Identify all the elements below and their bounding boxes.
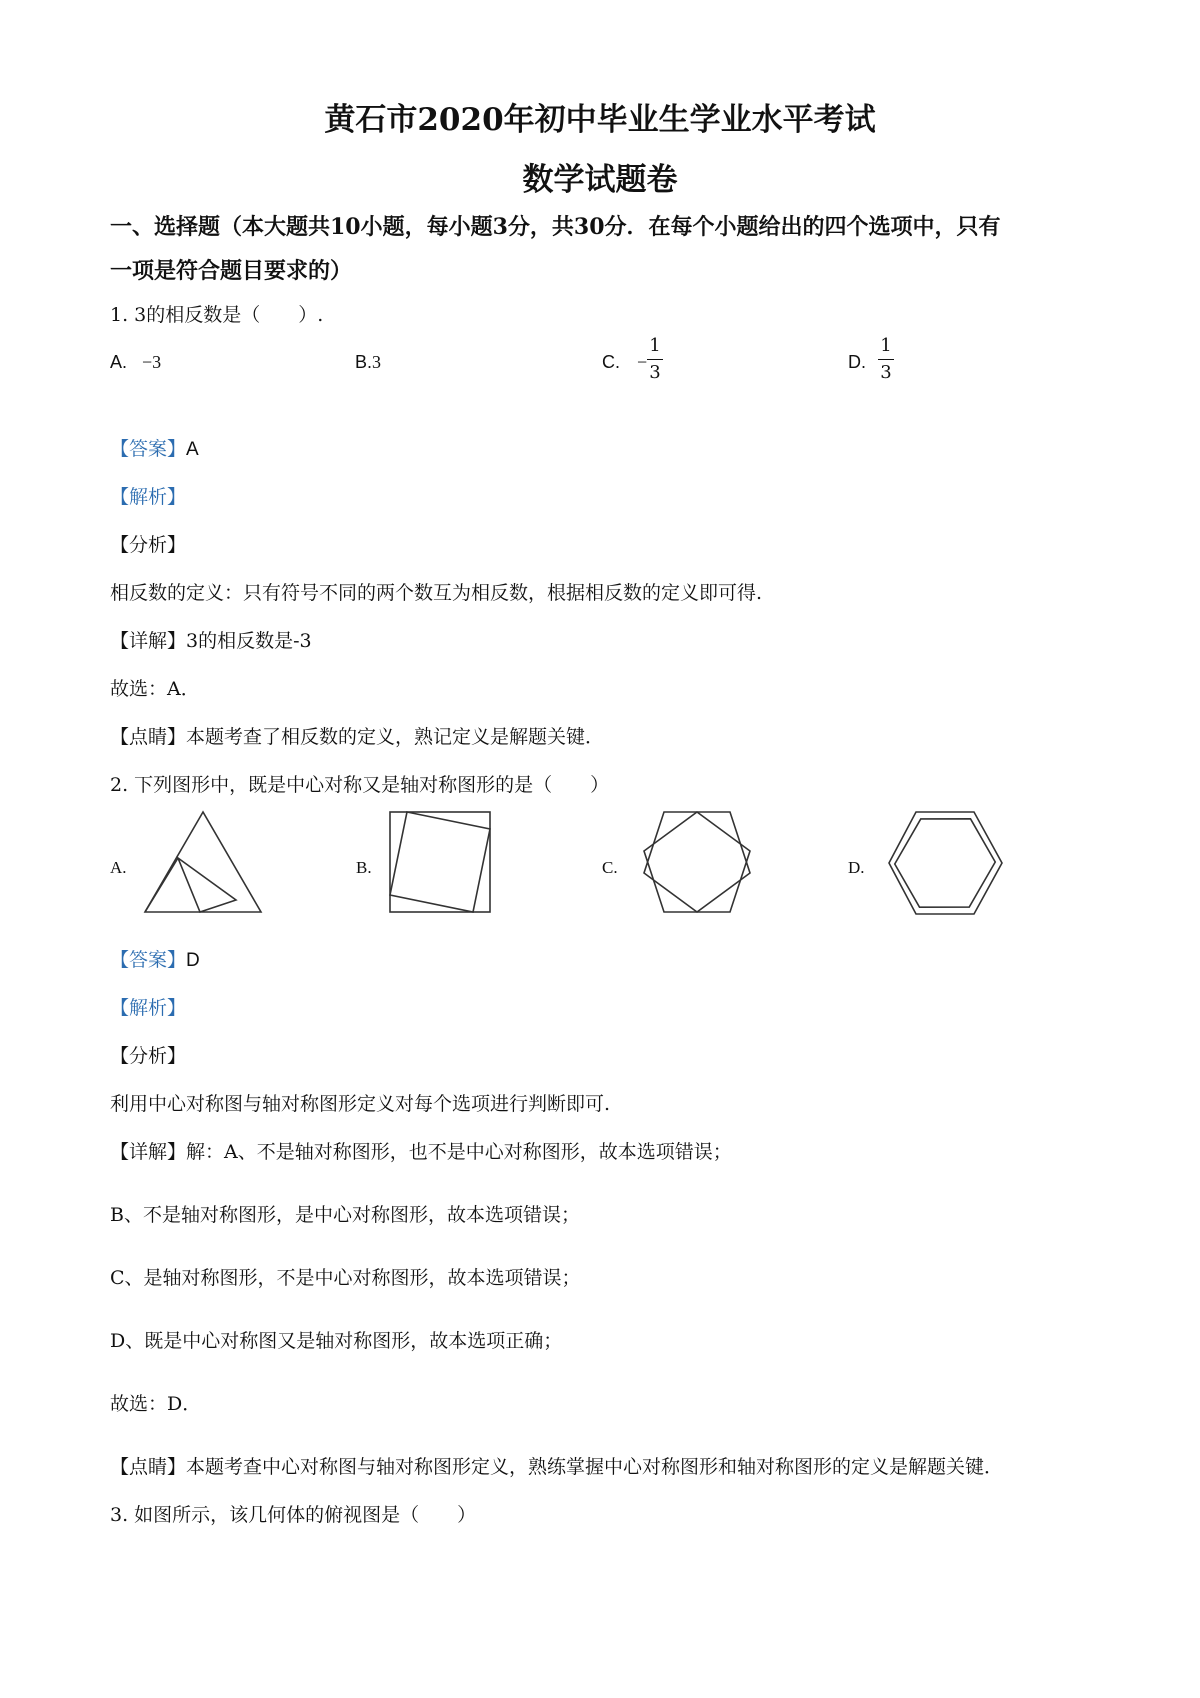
q1-option-c <box>602 352 647 373</box>
square-figure <box>386 808 496 918</box>
q1-answer <box>110 434 199 461</box>
option-label: C. <box>602 352 620 372</box>
fraction-denominator: 3 <box>649 362 661 383</box>
q2-choice: 故选：D． <box>110 1393 202 1415</box>
q1-analysis-tag: 【解析】 <box>110 486 187 508</box>
option-label: B. <box>355 352 373 372</box>
fraction-bar <box>647 359 663 360</box>
q2-detail-c: C、是轴对称图形，不是中心对称图形，故本选项错误； <box>110 1267 581 1289</box>
q2-detail-a: 【详解】解：A、不是轴对称图形，也不是中心对称图形，故本选项错误； <box>110 1141 732 1163</box>
answer-tag: 【答案】 <box>110 949 187 971</box>
q1-choice: 故选：A． <box>110 678 200 700</box>
hexagon-figure <box>885 808 1005 918</box>
triangle-figure <box>140 808 270 918</box>
fraction-denominator: 3 <box>880 362 892 383</box>
q1-option-d-fraction <box>878 336 894 383</box>
answer-value: A <box>186 439 199 460</box>
q1-fenxi-tag: 【分析】 <box>110 534 187 556</box>
option-label: D. <box>848 352 866 372</box>
q1-option-a <box>110 352 161 373</box>
q2-fenxi-tag: 【分析】 <box>110 1045 187 1067</box>
fraction-sign: − <box>637 352 648 372</box>
q2-analysis-tag: 【解析】 <box>110 997 187 1019</box>
option-value: 3 <box>372 352 382 372</box>
answer-tag: 【答案】 <box>110 438 187 460</box>
q3-stem: 3. 如图所示，该几何体的俯视图是（ ） <box>110 1504 477 1526</box>
exam-subtitle: 数学试题卷 <box>522 162 678 198</box>
q2-detail-b: B、不是轴对称图形，是中心对称图形，故本选项错误； <box>110 1204 580 1226</box>
q1-fenxi-text: 相反数的定义：只有符号不同的两个数互为相反数，根据相反数的定义即可得. <box>110 582 763 604</box>
option-value: −3 <box>142 352 162 372</box>
q2-stem: 2. 下列图形中，既是中心对称又是轴对称图形的是（ ） <box>110 774 610 796</box>
q2-option-d-label: D. <box>848 858 865 877</box>
q2-fenxi-text: 利用中心对称图与轴对称图形定义对每个选项进行判断即可. <box>110 1093 611 1115</box>
q2-option-a-label: A. <box>110 858 127 877</box>
fraction-numerator: 1 <box>880 335 892 356</box>
q1-stem: 1. 3的相反数是（ ）. <box>110 304 324 326</box>
q1-comment: 【点睛】本题考查了相反数的定义，熟记定义是解题关键． <box>110 726 605 748</box>
exam-title: 黄石市2020年初中毕业生学业水平考试 <box>324 102 876 138</box>
q2-comment: 【点睛】本题考查中心对称图与轴对称图形定义，熟练掌握中心对称图形和轴对称图形的定义是解题关键． <box>110 1456 1004 1478</box>
fraction-bar <box>878 359 894 360</box>
answer-value: D <box>186 950 200 971</box>
q1-detail: 【详解】3的相反数是-3 <box>110 630 312 652</box>
q2-option-b-label: B. <box>356 858 372 877</box>
q1-option-b <box>355 352 381 373</box>
q2-answer <box>110 945 200 972</box>
section-heading: 一、选择题（本大题共10小题，每小题3分，共30分．在每个小题给出的四个选项中，只有 <box>110 214 1001 240</box>
pentagon-figure <box>637 808 757 918</box>
fraction-numerator: 1 <box>649 335 661 356</box>
q1-option-d <box>848 352 866 373</box>
section-heading-cont: 一项是符合题目要求的） <box>110 258 353 284</box>
option-label: A. <box>110 352 128 372</box>
q1-option-c-fraction <box>647 336 663 383</box>
q2-detail-d: D、既是中心对称图又是轴对称图形，故本选项正确； <box>110 1330 563 1352</box>
q2-option-c-label: C. <box>602 858 618 877</box>
